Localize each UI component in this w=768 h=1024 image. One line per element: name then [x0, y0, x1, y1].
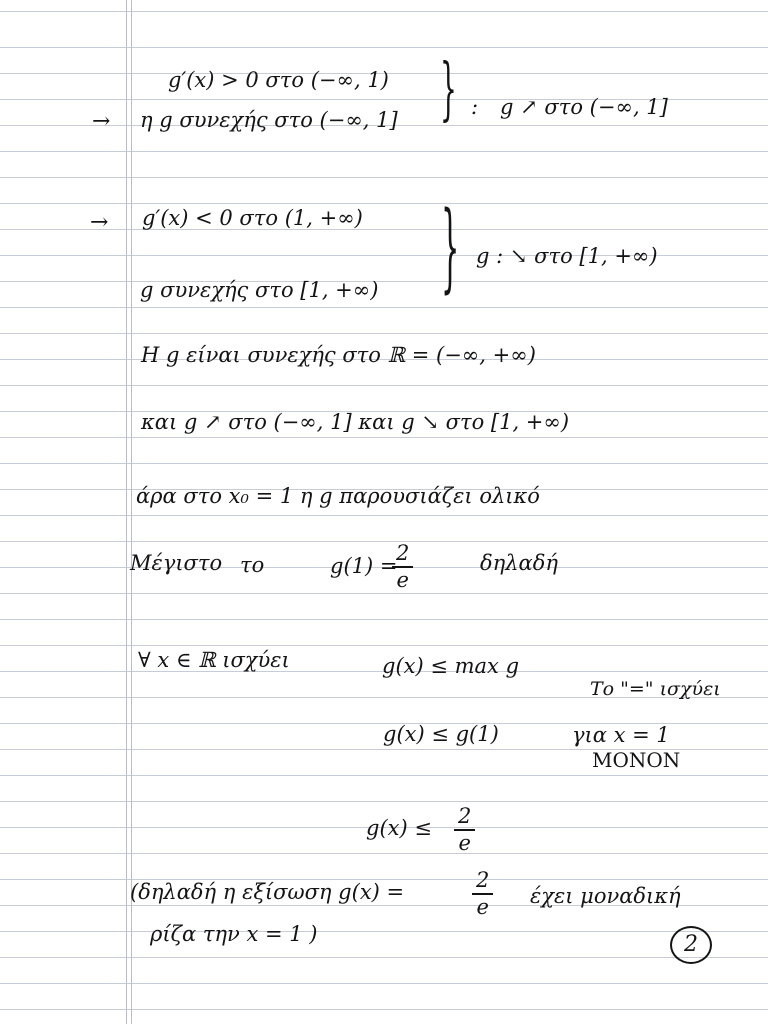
block2-conclusion: g : ↘ στο [1, +∞)	[476, 244, 658, 268]
page-number: 2	[670, 926, 712, 964]
right-brace-icon: }	[441, 192, 460, 304]
fraction-2-over-e	[454, 806, 475, 854]
margin-line	[131, 0, 132, 1024]
statement-continuous: Η g είναι συνεχής στο ℝ = (−∞, +∞)	[141, 343, 536, 367]
fraction-denominator: e	[476, 895, 489, 919]
max-label: Μέγιστο	[130, 551, 223, 575]
fraction-numerator: 2	[454, 806, 475, 831]
equality-condition: για x = 1	[572, 723, 670, 747]
right-brace-icon: }	[440, 49, 457, 129]
fraction-numerator: 2	[472, 870, 493, 895]
margin-line	[126, 0, 127, 1024]
block1-line2: η g συνεχής στο (−∞, 1]	[140, 108, 398, 132]
fraction-2-over-e	[392, 543, 413, 591]
max-to: το	[240, 553, 265, 577]
fraction-2-over-e	[472, 870, 493, 918]
fraction-denominator: e	[458, 831, 471, 855]
note-line1-end: έχει μοναδική	[530, 884, 681, 908]
inequality-1: g(x) ≤ max g	[382, 654, 520, 678]
forall-line: ∀ x ∈ ℝ ισχύει	[138, 648, 290, 672]
max-expression: g(1) =	[330, 554, 398, 578]
fraction-numerator: 2	[392, 543, 413, 568]
statement-extremum: άρα στο x₀ = 1 η g παρουσιάζει ολικό	[136, 484, 540, 508]
block1-colon: :	[471, 95, 479, 119]
arrow-icon: →	[90, 210, 109, 235]
max-word: δηλαδή	[480, 551, 558, 575]
fraction-denominator: e	[396, 568, 409, 592]
block1-conclusion: g ↗ στο (−∞, 1]	[500, 95, 668, 119]
arrow-icon: →	[92, 109, 111, 134]
statement-monotonic: και g ↗ στο (−∞, 1] και g ↘ στο [1, +∞)	[141, 410, 570, 434]
equality-note: Το "=" ισχύει	[590, 678, 721, 700]
only-word: ΜΟΝΟΝ	[592, 748, 681, 772]
block1-line1: g′(x) > 0 στο (−∞, 1)	[168, 68, 389, 92]
final-inequality: g(x) ≤	[366, 816, 432, 840]
block2-line2: g συνεχής στο [1, +∞)	[140, 278, 379, 302]
note-line2: ρίζα την x = 1 )	[150, 922, 318, 946]
inequality-2: g(x) ≤ g(1)	[383, 722, 499, 746]
block2-line1: g′(x) < 0 στο (1, +∞)	[142, 206, 363, 230]
note-line1: (δηλαδή η εξίσωση g(x) =	[130, 880, 405, 904]
